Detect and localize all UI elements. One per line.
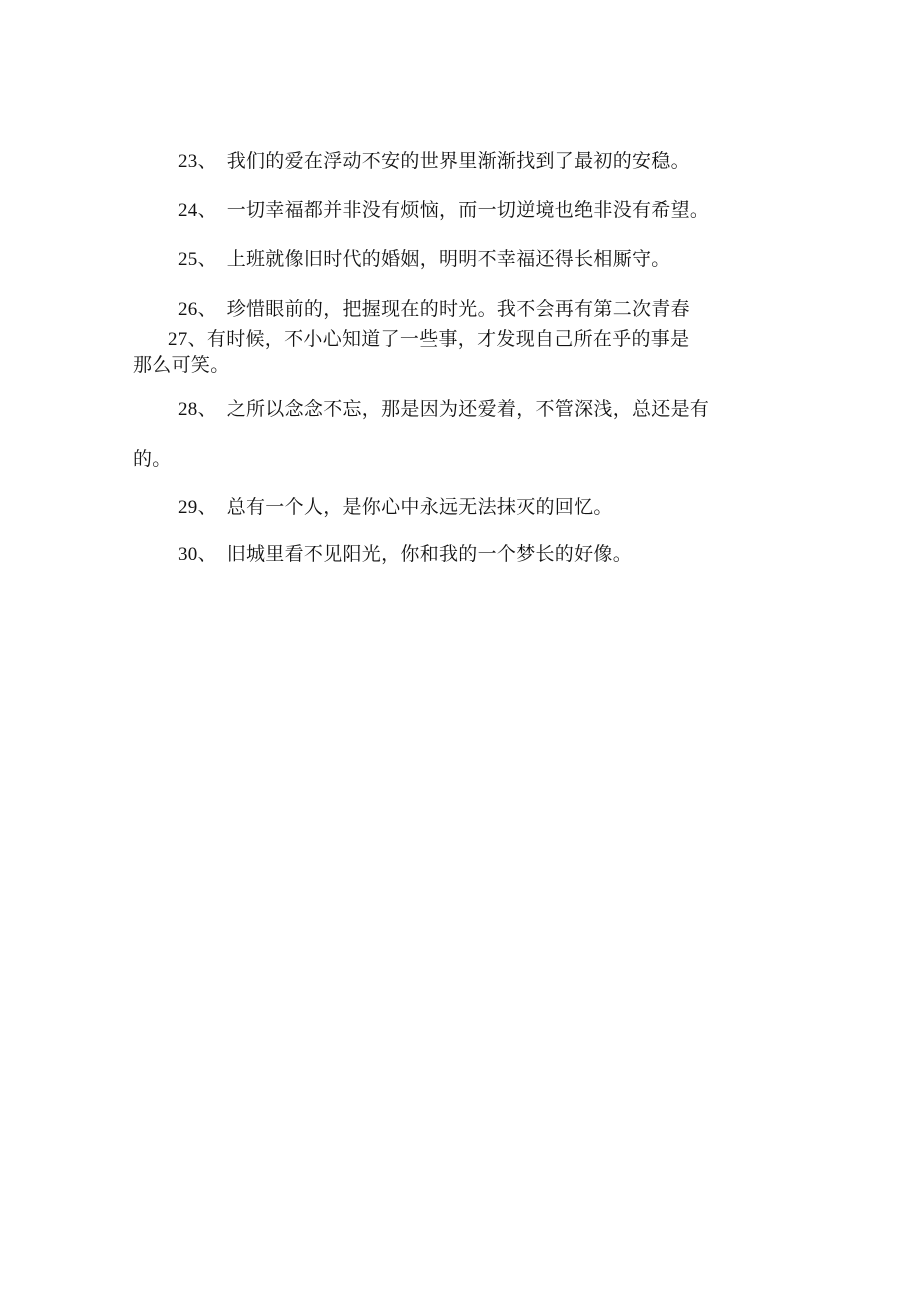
quote-line: 23、 我们的爱在浮动不安的世界里渐渐找到了最初的安稳。 [178, 151, 690, 172]
quote-line: 24、 一切幸福都并非没有烦恼，而一切逆境也绝非没有希望。 [178, 200, 710, 221]
quote-line-continuation: 那么可笑。 [133, 355, 230, 376]
quote-item-26 [133, 297, 810, 323]
quote-item-25 [133, 247, 810, 273]
quote-line: 25、 上班就像旧时代的婚姻，明明不幸福还得长相厮守。 [178, 249, 671, 270]
quote-list [133, 149, 810, 568]
quote-line: 27、有时候，不小心知道了一些事，才发现自己所在乎的事是 [168, 329, 690, 350]
quote-item-28 [133, 397, 810, 473]
quote-line-continuation: 的。 [133, 449, 172, 470]
quote-item-23 [133, 149, 810, 175]
quote-line: 28、 之所以念念不忘，那是因为还爱着，不管深浅，总还是有 [178, 399, 710, 420]
quote-item-30 [133, 542, 810, 568]
quote-line: 26、 珍惜眼前的，把握现在的时光。我不会再有第二次青春 [178, 299, 690, 320]
quote-line: 29、 总有一个人，是你心中永远无法抹灭的回忆。 [178, 497, 613, 518]
quote-line: 30、 旧城里看不见阳光，你和我的一个梦长的好像。 [178, 544, 633, 565]
quote-item-29 [133, 495, 810, 521]
quote-item-27 [133, 327, 810, 379]
quote-item-24 [133, 198, 810, 224]
